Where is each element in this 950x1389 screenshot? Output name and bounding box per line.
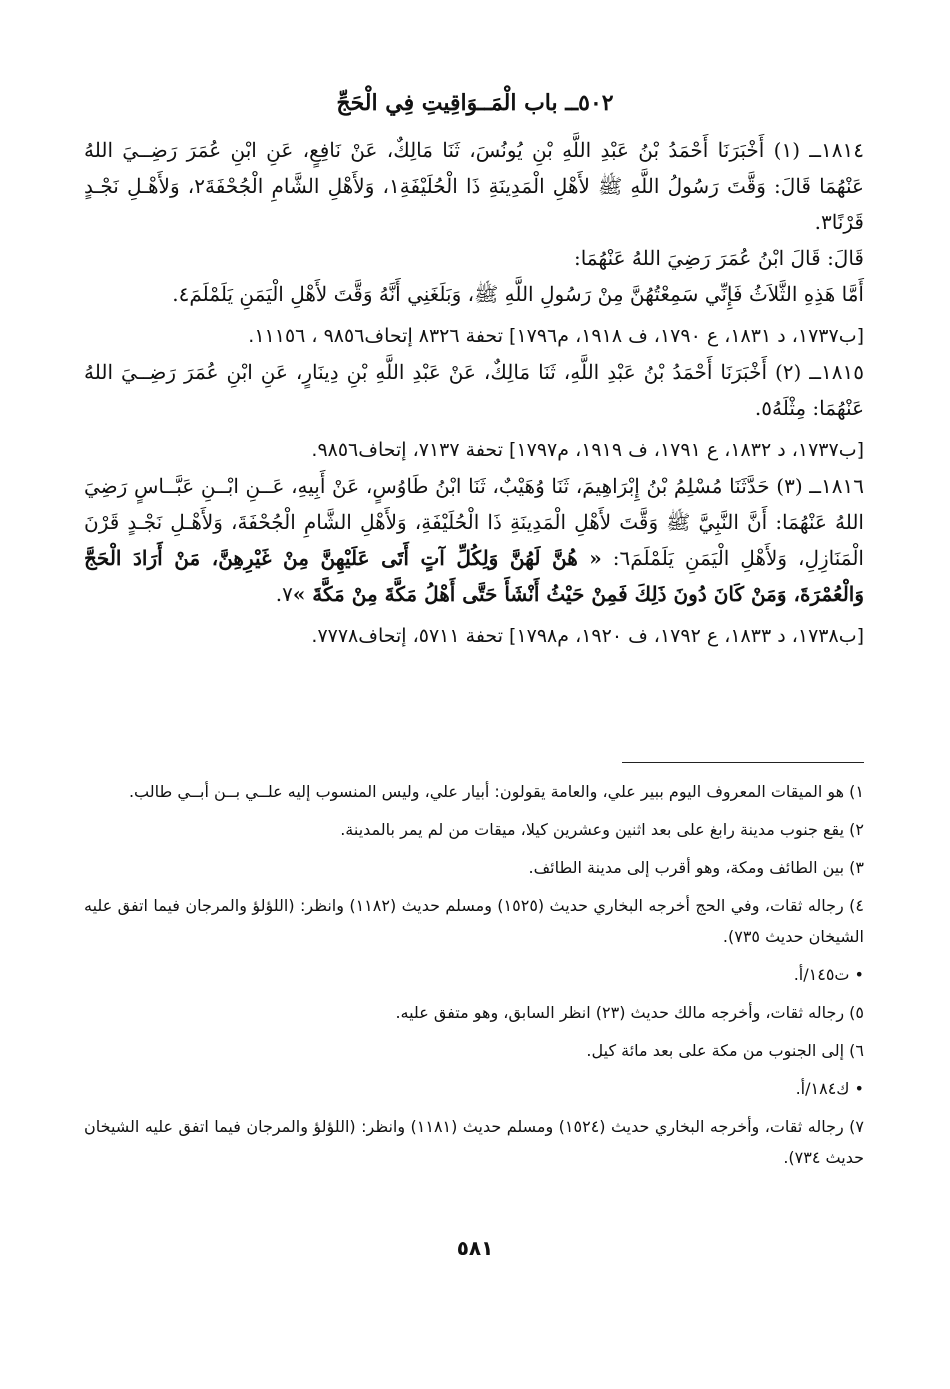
hadith-1814-quote: أَمَّا هَذِهِ الثَّلاَثُ فَإِنِّي سَمِعْتُهُنَّ مِنْ رَسُولِ اللَّهِ ﷺ، وَبَلَغَنِي أَنَّهُ وَقَّتَ لأَهْلِ الْيَمَنِ يَلَمْلَمَ٤. (172, 282, 864, 306)
hadith-1816-references: [ب١٧٣٨، د ١٨٣٣، ع ١٧٩٢، ف ١٩٢٠، م١٧٩٨] تحفة ٥٧١١، إتحاف٧٧٧٨. (311, 625, 864, 647)
page-number: ٥٨١ (456, 1236, 494, 1260)
footnote: • ت١٤٥/أ. (793, 965, 864, 984)
hadith-1816-footnote-mark: ٧. (275, 582, 293, 606)
footnotes (84, 776, 864, 1180)
footnote: ٣) بين الطائف ومكة، وهو أقرب إلى مدينة الطائف. (528, 858, 864, 877)
chapter-title: ٥٠٢ــ باب الْمَــوَاقِيتِ فِي الْحَجِّ (336, 90, 614, 116)
footnote: • ك١٨٤/أ. (795, 1079, 864, 1098)
footnote: ٧) رجاله ثقات، وأخرجه البخاري حديث (١٥٢٤) ومسلم حديث (١١٨١) وانظر: (اللؤلؤ والمرجان فيما اتفق عليه الشيخان حديث ٧٣٤). (84, 1117, 864, 1167)
hadith-1814-references: [ب١٧٣٧، د ١٨٣١، ع ١٧٩٠، ف ١٩١٨، م١٧٩٦] تحفة ٨٣٢٦ إتحاف٩٨٥٦ ، ١١١٥٦. (248, 325, 864, 347)
hadith-body (84, 132, 864, 654)
hadith-1816-text (84, 468, 864, 612)
hadith-1815-references: [ب١٧٣٧، د ١٨٣٢، ع ١٧٩١، ف ١٩١٩، م١٧٩٧] تحفة ٧١٣٧، إتحاف٩٨٥٦. (311, 439, 864, 461)
footnote: ٤) رجاله ثقات، وفي الحج أخرجه البخاري حديث (١٥٢٥) ومسلم حديث (١١٨٢) وانظر: (اللؤلؤ والمرجان فيما اتفق عليه الشيخان حديث ٧٣٥). (84, 896, 864, 946)
hadith-1815-text: ١٨١٥ــ (٢) أَخْبَرَنَا أَحْمَدُ بْنُ عَبْدِ اللَّهِ، ثَنَا مَالِكٌ، عَنْ عَبْدِ اللَّهِ بْنِ دِينَارٍ، عَنِ ابْنِ عُمَرَ رَضِــيَ اللهُ عَنْهُمَا: مِثْلَهُ٥. (84, 360, 864, 420)
hadith-1814-quote-intro: قَالَ: قَالَ ابْنُ عُمَرَ رَضِيَ اللهُ عَنْهُمَا: (573, 246, 864, 270)
hadith-1816-isnad: ١٨١٦ــ (٣) حَدَّثَنَا مُسْلِمُ بْنُ إِبْرَاهِيمَ، ثَنَا وُهَيْبٌ، ثَنَا ابْنُ طَاوُسٍ، عَنْ أَبِيهِ، عَــنِ ابْــنِ عَبَّــاسٍ رَضِيَ اللهُ عَنْهُمَا: أَنَّ النَّبِيَّ ﷺ وَقَّتَ لأَهْلِ الْمَدِينَةِ ذَا الْحُلَيْفَةِ، وَلأَهْلِ الشَّامِ الْجُحْفَةَ، وَلأَهْـلِ نَجْـدٍ قَرْنَ الْمَنَازِلِ، وَلأَهْلِ الْيَمَنِ يَلَمْلَمَ٦: (84, 474, 864, 570)
footnote-divider (622, 762, 864, 763)
footnote: ١) هو الميقات المعروف اليوم ببير علي، والعامة يقولون: أبيار علي، وليس المنسوب إليه علــي بــن أبــي طالب. (128, 782, 864, 801)
footnote: ٦) إلى الجنوب من مكة على بعد مائة كيل. (586, 1041, 864, 1060)
footnote: ٥) رجاله ثقات، وأخرجه مالك حديث (٢٣) انظر السابق، وهو متفق عليه. (395, 1003, 864, 1022)
hadith-1816-matn: « هُنَّ لَهُنَّ وَلِكُلِّ آتٍ أَتَى عَلَيْهِنَّ مِنْ غَيْرِهِنَّ، مَنْ أَرَادَ الْحَجَّ وَالْعُمْرَةَ، وَمَنْ كَانَ دُونَ ذَلِكَ فَمِنْ حَيْثُ أَنْشَأَ حَتَّى أَهْلُ مَكَّةَ مِنْ مَكَّةَ » (84, 546, 864, 606)
hadith-1814-text: ١٨١٤ــ (١) أَخْبَرَنَا أَحْمَدُ بْنُ عَبْدِ اللَّهِ بْنِ يُونُسَ، ثَنَا مَالِكٌ، عَنْ نَافِعٍ، عَنِ ابْنِ عُمَرَ رَضِــيَ اللهُ عَنْهُمَا قَالَ: وَقَّتَ رَسُولُ اللَّهِ ﷺ لأَهْلِ الْمَدِينَةِ ذَا الْحُلَيْفَةِ١، وَلأَهْلِ الشَّامِ الْجُحْفَةَ٢، وَلأَهْـلِ نَجْـدٍ قَرْنًا٣. (84, 138, 864, 234)
footnote: ٢) يقع جنوب مدينة رابغ على بعد اثنين وعشرين كيلا، ميقات من لم يمر بالمدينة. (340, 820, 864, 839)
